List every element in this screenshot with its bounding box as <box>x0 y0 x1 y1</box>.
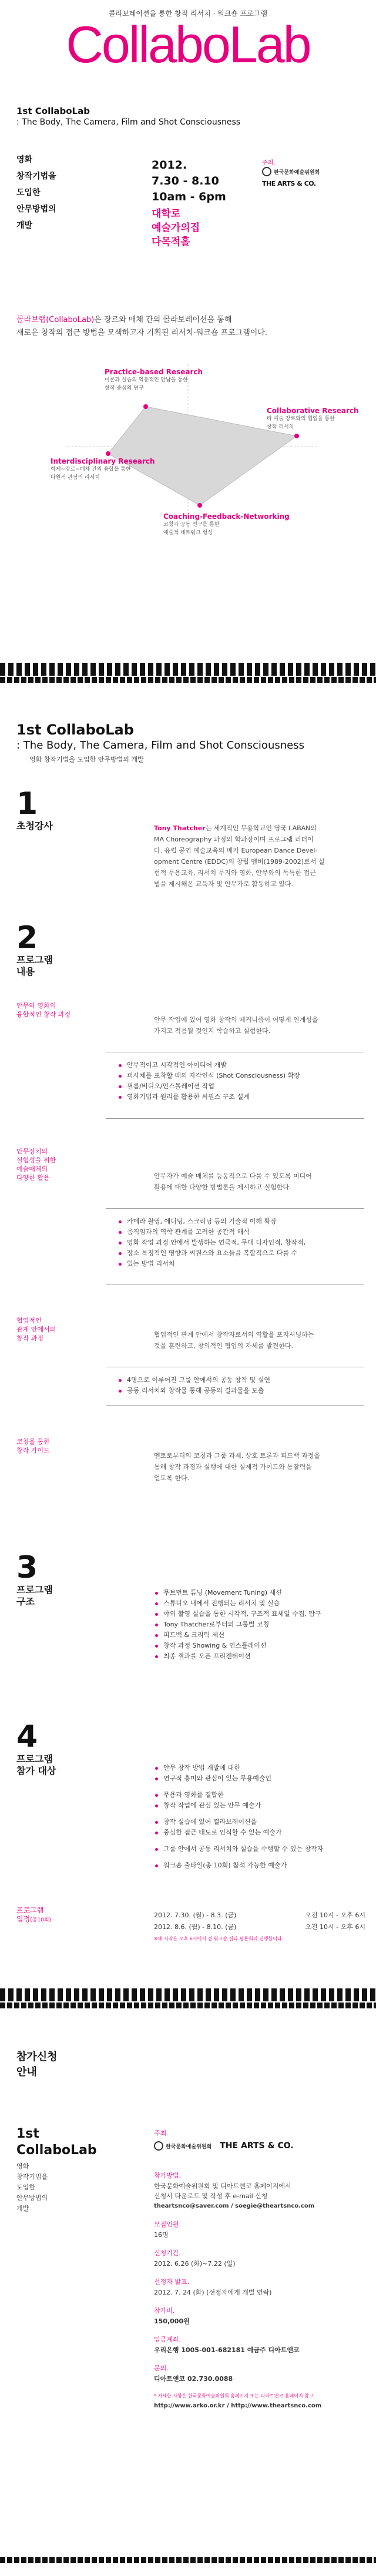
description-text-2: 새로운 창작의 접근 방법을 모색하고자 기획된 리서치-워크숍 프로그램이다. <box>16 328 268 337</box>
apply-title-line: 참가신청 <box>16 2051 58 2063</box>
node-collaborative <box>267 407 372 431</box>
text-line: 것을 훈련하고, 창의적인 협업의 자세를 발견한다. <box>154 1342 293 1350</box>
content-side-label <box>16 1147 56 1182</box>
apply-item-line: 신청서 다운로드 및 작성 후 e-mail 신청 <box>154 2192 268 2200</box>
bio-line: 는 세계적인 무용학교인 영국 LABAN의 <box>205 824 317 832</box>
schedule-label <box>16 1906 51 1925</box>
apply-left-title-line: 1st <box>16 2126 39 2141</box>
intro-date-range: 7.30 - 8.10 <box>152 175 219 187</box>
side-line: 창작 과정 <box>16 1334 44 1342</box>
side-line: 코칭을 통한 <box>16 1438 50 1445</box>
intro-left-line: 개발 <box>16 221 33 230</box>
text-line: 안무 작업에 있어 영화 창작의 메커니즘이 어떻게 연계성을 <box>154 1016 318 1024</box>
side-line: 협업적인 <box>16 1317 42 1324</box>
node-coaching <box>163 512 304 537</box>
description-text: 은 장르와 매체 간의 콜라보레이션을 통해 <box>94 316 232 324</box>
apply-item <box>154 2219 365 2240</box>
node-practice <box>105 368 222 393</box>
intro-title: 1st CollaboLab <box>16 106 90 116</box>
apply-info-list <box>154 2171 365 2412</box>
node-title: Practice-based Research <box>105 368 203 376</box>
intro-time: 10am - 6pm <box>152 190 226 203</box>
side-line: 융합적인 창작 과정 <box>16 1011 71 1018</box>
schedule-label-line: 일정 <box>16 1915 31 1923</box>
apply-item-label: 참가방법. <box>154 2172 182 2179</box>
apply-title <box>16 2050 58 2080</box>
bullet-item: 무용과 영화를 결합한 <box>154 1790 360 1800</box>
host-logo-2: THE ARTS & CO. <box>262 180 316 187</box>
node-interdisciplinary <box>51 457 168 482</box>
bullet-item: 스튜디오 내에서 진행되는 리서치 및 실습 <box>154 1598 360 1609</box>
section-label <box>16 954 53 978</box>
apply-host-label: 주최. <box>154 2129 169 2137</box>
node-desc: 학제~장르~매체 간의 융합을 통한 <box>51 467 131 472</box>
bullet-item: 공동 리서치와 창작물 통해 공동의 결과물을 도출 <box>118 1386 358 1396</box>
section-label-line: 프로그램 <box>16 954 53 965</box>
apply-item-line: 한국문화예술위원회 및 디아트앤코 홈페이지에서 <box>154 2182 291 2190</box>
apply-item-line: 2012. 6.26 (화)~7.22 (일) <box>154 2260 236 2268</box>
node-desc: 다원적 관점의 리서치 <box>51 475 100 481</box>
schedule-label-line: 프로그램 <box>16 1906 44 1914</box>
apply-left-title-line: CollaboLab <box>16 2143 97 2158</box>
apply-left-line: 개발 <box>16 2205 29 2212</box>
content-side-label <box>16 1437 50 1455</box>
bio-line: 다. 유럽 공연 예술교육의 메카 European Dance Devel- <box>154 847 318 854</box>
section-number: 1 <box>16 786 38 821</box>
apply-left-lines <box>16 2161 48 2214</box>
side-line: 안무와 영화의 <box>16 1002 56 1009</box>
section-label-line: 프로그램 <box>16 1753 53 1765</box>
apply-item-line: 디아트앤코 02.730.0088 <box>154 2375 233 2383</box>
bullet-list <box>118 1060 358 1102</box>
apply-urls[interactable]: http://www.arko.or.kr / http://www.theartsnco.com <box>154 2403 322 2409</box>
section-label <box>16 1584 53 1608</box>
apply-item-line: 우리은행 1005-001-682181 예금주 디아트앤코 <box>154 2346 300 2354</box>
intro-left-block <box>16 152 75 234</box>
bullet-item: 영화 작업 과정 안에서 발생하는 연극적, 무대 디자인적, 창작적, <box>118 1237 358 1248</box>
bullet-item: 그룹 안에서 공동 리서치와 실습을 수행할 수 있는 창작자 <box>154 1844 360 1854</box>
apply-item-label: 선정자 발표. <box>154 2278 190 2286</box>
header-subtitle: 콜라보레이션을 통한 창작 리서치 · 워크숍 프로그램 <box>108 9 268 18</box>
apply-item-line: 16명 <box>154 2231 169 2239</box>
bullet-item: 최종 결과를 오픈 프리젠테이션 <box>154 1651 360 1662</box>
film-strip-divider <box>0 2003 376 2008</box>
node-title: Collaborative Research <box>267 407 359 415</box>
intro-left-line: 창작기법을 <box>16 172 56 181</box>
intro-venue <box>152 207 200 249</box>
org1-label: 한국문화예술위원회 <box>166 2144 212 2150</box>
content-text <box>154 1329 360 1351</box>
section-label-line: 내용 <box>16 966 35 977</box>
content-side-label <box>16 1001 70 1019</box>
bullet-list <box>118 1216 358 1269</box>
section-title: 1st CollaboLab <box>16 722 134 738</box>
node-desc: 이론과 실습의 역동적인 만남을 통한 <box>105 377 188 383</box>
instructor-name: Tony Thatcher <box>154 824 206 832</box>
bullet-item: 안무적이고 시각적인 아이디어 개발 <box>118 1060 358 1071</box>
section-label-line: 프로그램 <box>16 1584 53 1595</box>
bullet-item: 야외 촬영 실습을 통한 시각적, 구조적 표세일 수집, 탐구 <box>154 1609 360 1619</box>
apply-email[interactable]: theartsnco@saver.com / soegie@theartsnco.com <box>154 2203 315 2209</box>
logo: CollaboLab <box>66 15 310 73</box>
section-label: 초청강사 <box>16 820 53 831</box>
venue-line: 예술가의집 <box>152 222 200 234</box>
apply-left-line: 영화 <box>16 2162 29 2170</box>
bullet-item: 피사체를 포착할 때의 자각인식 (Shot Consciousness) 확장 <box>118 1071 358 1081</box>
schedule-note: ※매 시작은 오후 6시에서 전 워크숍 결과 평론회의 진행합니다. <box>154 1936 284 1941</box>
host-logo-1 <box>262 167 320 176</box>
node-desc: 타 예술 장르와의 협업을 통한 <box>267 416 335 422</box>
apply-item <box>154 2363 365 2384</box>
bullet-item: 피드백 & 크리틱 세션 <box>154 1630 360 1641</box>
apply-item-label: 신청기간. <box>154 2249 182 2257</box>
node-desc: 코칭과 공동 연구를 통한 <box>163 522 220 528</box>
apply-item-label: 문의. <box>154 2364 169 2372</box>
bullet-list <box>118 1375 358 1396</box>
side-line: 안무장치의 <box>16 1148 48 1155</box>
apply-title-line: 안내 <box>16 2066 37 2078</box>
text-line: 안무자가 예술 매체를 능동적으로 다룰 수 있도록 미디어 <box>154 1172 312 1180</box>
node-title: Coaching-Feedback-Networking <box>163 512 290 521</box>
bullet-item: 4명으로 이루어진 그룹 안에서의 공동 창작 및 실연 <box>118 1375 358 1386</box>
apply-item <box>154 2248 365 2269</box>
research-diagram <box>0 353 376 546</box>
schedule-time: 오전 10시 - 오후 6시 <box>305 1911 365 1919</box>
text-line: 멘토로부터의 코칭과 그룹 과제, 상호 토론과 피드백 과정을 <box>154 1452 320 1460</box>
section-label-line: 참가 대상 <box>16 1765 56 1776</box>
apply-item-label: 모집인원. <box>154 2221 182 2228</box>
section-subtitle: 영화 창작기법을 도입한 안무방법의 개발 <box>29 756 144 763</box>
bullet-item: 필름/비디오/인스톨레이션 작업 <box>118 1081 358 1092</box>
bullet-item-cont: 있는 방법 리서치 <box>118 1259 358 1269</box>
bullet-item: 워크숍 출타일(총 10회) 참석 가능한 예술가 <box>154 1860 360 1871</box>
bullet-item: 카메라 촬영, 에디팅, 스크리닝 등의 기술적 이해 확장 <box>118 1216 358 1227</box>
bullet-item: 움직임과의 역학 관계를 고려한 공간적 해석 <box>118 1227 358 1237</box>
bio-line: 험적 무용교육, 리서치 무지와 영화, 안무와의 독특한 접근 <box>154 869 316 877</box>
bullet-item: 안무 창작 방법 개발에 대한 <box>154 1763 360 1773</box>
apply-footnote: * 자세한 사항은 한국문화예술위원회 홈페이지 또는 디아트앤코 홈페이지 참고 <box>154 2393 314 2399</box>
apply-item-label: 참가비. <box>154 2307 175 2315</box>
bullet-item-cont: 중심한 접근 태도로 인식할 수 있는 예술가 <box>154 1827 360 1838</box>
schedule-time: 오전 10시 - 오후 6시 <box>305 1923 365 1931</box>
node-desc: 창작 리서치 <box>267 424 294 430</box>
bullet-item: Tony Thatcher로부터의 그룹별 코칭 <box>154 1619 360 1630</box>
intro-tagline: : The Body, The Camera, Film and Shot Consciousness <box>16 118 241 127</box>
org1-label: 한국문화예술위원회 <box>274 169 320 176</box>
instructor-bio <box>154 823 360 890</box>
apply-item <box>154 2306 365 2326</box>
apply-left-line: 안무방법의 <box>16 2194 48 2202</box>
arko-icon <box>262 167 271 176</box>
arko-icon <box>154 2141 163 2151</box>
content-text <box>154 1170 360 1193</box>
schedule-date: 2012. 8.6. (월) - 8.10. (금) <box>154 1923 237 1931</box>
node-title: Interdisciplinary Research <box>51 457 155 465</box>
section-number: 4 <box>16 1719 38 1755</box>
side-line: 실험성을 위한 <box>16 1156 56 1164</box>
bullet-item: 창작 실습에 있어 컬라보레이션을 <box>154 1817 360 1827</box>
apply-item-line: 2012. 7. 24 (화) (선정자에게 개별 연락) <box>154 2289 272 2296</box>
target-list <box>154 1763 360 1871</box>
content-side-label <box>16 1316 56 1343</box>
section-label-line: 구조 <box>16 1596 35 1607</box>
content-text <box>154 1014 360 1037</box>
bullet-item: 무브먼트 튜닝 (Movement Tuning) 세션 <box>154 1588 360 1598</box>
intro-left-line: 영화 <box>16 155 33 165</box>
film-strip-divider <box>0 2557 376 2563</box>
bio-line: opment Centre (EDDC)의 창립 멤버(1989-2002)로서 실 <box>154 858 325 866</box>
apply-item <box>154 2334 365 2355</box>
film-strip-divider <box>0 1988 376 2001</box>
intro-left-line: 안무방법의 <box>16 204 56 214</box>
intro-description <box>16 314 267 340</box>
node-desc: 창작 중심의 연구 <box>105 385 144 391</box>
film-strip-divider <box>0 663 376 676</box>
bullet-item-cont: 장소 특정적인 영향과 씨퀀스와 요소들을 복합적으로 다룰 수 <box>118 1248 358 1259</box>
apply-item <box>154 2171 365 2211</box>
section-label <box>16 1753 56 1777</box>
apply-host-logos <box>154 2141 294 2151</box>
apply-item-label: 입금계좌. <box>154 2336 182 2343</box>
content-text <box>154 1450 360 1484</box>
side-line: 관계 안에서의 <box>16 1326 56 1333</box>
film-strip-divider <box>0 677 376 683</box>
text-line: 가지고 적용될 것인지 학습하고 실험한다. <box>154 1027 271 1035</box>
section-number: 3 <box>16 1550 38 1585</box>
structure-list <box>154 1588 360 1662</box>
section-number: 2 <box>16 920 38 955</box>
text-line: 얻도록 한다. <box>154 1474 190 1482</box>
side-line: 창작 가이드 <box>16 1447 50 1454</box>
intro-date-block <box>152 157 226 205</box>
intro-left-line: 도입한 <box>16 188 41 197</box>
schedule-sub: (총10회) <box>30 1917 52 1923</box>
bullet-item-cont: 연구적 흥미와 관심이 있는 무용예술인 <box>154 1773 360 1784</box>
venue-line: 대학로 <box>152 208 181 220</box>
bullet-item: 창작 과정 Showing & 인스톨레이션 <box>154 1641 360 1651</box>
host-label: 주최. <box>262 160 276 166</box>
section-tagline: : The Body, The Camera, Film and Shot Consciousness <box>16 739 304 752</box>
bio-line: MA Choreography 과정의 학과장이며 프로그램 리더이 <box>154 836 314 843</box>
apply-item-line: 150,000원 <box>154 2317 190 2325</box>
node-desc: 예술적 네트워크 형성 <box>163 530 213 536</box>
side-line: 예술매체의 <box>16 1165 48 1173</box>
schedule-date: 2012. 7.30. (월) - 8.3. (금) <box>154 1911 237 1919</box>
apply-left-line: 창작기법을 <box>16 2173 48 2181</box>
side-line: 다양한 활용 <box>16 1174 50 1182</box>
text-line: 통해 창작 과정과 실행에 대한 실제적 가이드와 통찰력을 <box>154 1463 312 1471</box>
text-line: 협업적인 관계 안에서 창작자로서의 역할을 포지셔닝하는 <box>154 1331 314 1339</box>
bio-line: 법을 제시해온 교육자 및 안무가로 활동하고 있다. <box>154 880 293 888</box>
bullet-item-cont: 창작 작업에 관심 있는 안무 예술가 <box>154 1800 360 1811</box>
bullet-item: 영화기법과 원리를 활용한 씨퀀스 구조 설계 <box>118 1092 358 1102</box>
schedule-table <box>154 1910 365 1945</box>
intro-date: 2012. <box>152 159 187 172</box>
apply-left-title <box>16 2126 97 2159</box>
text-line: 활용에 대한 다양한 방법론을 제시하고 실험한다. <box>154 1183 291 1191</box>
venue-line: 다목적홀 <box>152 236 190 248</box>
description-highlight: 콜라보랩(CollaboLab) <box>16 316 95 324</box>
apply-org2: THE ARTS & CO. <box>220 2141 294 2151</box>
apply-left-line: 도입한 <box>16 2183 35 2191</box>
apply-item <box>154 2277 365 2297</box>
apply-org1 <box>154 2141 212 2151</box>
